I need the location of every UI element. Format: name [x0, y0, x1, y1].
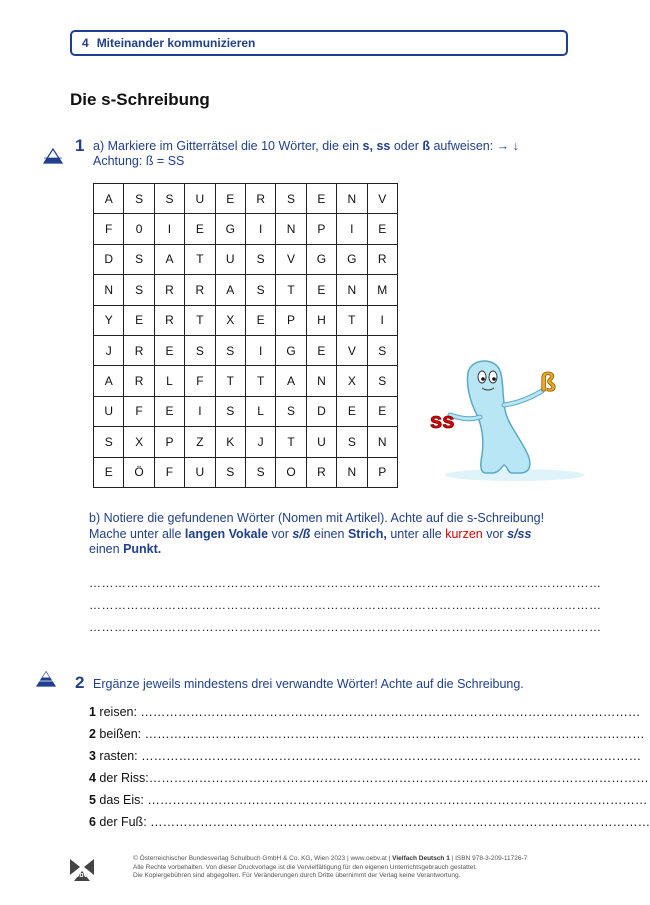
grid-cell[interactable]: J	[94, 335, 124, 365]
grid-cell[interactable]: P	[367, 457, 397, 487]
grid-cell[interactable]: V	[337, 335, 367, 365]
grid-cell[interactable]: E	[94, 457, 124, 487]
grid-cell[interactable]: N	[337, 184, 367, 214]
grid-cell[interactable]: E	[306, 184, 336, 214]
item-number: 1	[89, 705, 96, 719]
grid-cell[interactable]: E	[306, 275, 336, 305]
grid-cell[interactable]: G	[306, 244, 336, 274]
grid-cell[interactable]: F	[185, 366, 215, 396]
item-number: 4	[89, 771, 96, 785]
grid-cell[interactable]: S	[154, 184, 184, 214]
grid-cell[interactable]: E	[215, 184, 245, 214]
grid-cell[interactable]: N	[276, 214, 306, 244]
grid-cell[interactable]: E	[154, 335, 184, 365]
page-title: Die s-Schreibung	[70, 90, 210, 109]
task-2-number: 2	[75, 673, 85, 692]
grid-cell[interactable]: S	[367, 366, 397, 396]
grid-cell[interactable]: N	[337, 457, 367, 487]
grid-cell[interactable]: R	[154, 275, 184, 305]
svg-text:öbv: öbv	[75, 872, 88, 879]
task-2-item	[89, 815, 650, 829]
grid-cell[interactable]: X	[124, 427, 154, 457]
grid-cell[interactable]: T	[276, 275, 306, 305]
grid-cell[interactable]: Y	[94, 305, 124, 335]
grid-cell[interactable]: T	[185, 244, 215, 274]
grid-cell[interactable]: S	[245, 457, 275, 487]
grid-cell[interactable]: N	[94, 275, 124, 305]
grid-cell[interactable]: S	[215, 457, 245, 487]
grid-cell[interactable]: U	[94, 396, 124, 426]
grid-cell[interactable]: E	[367, 214, 397, 244]
grid-cell[interactable]: U	[185, 457, 215, 487]
grid-cell[interactable]: G	[276, 335, 306, 365]
item-word: das Eis:	[95, 793, 148, 807]
grid-cell[interactable]: U	[215, 244, 245, 274]
grid-cell[interactable]: P	[276, 305, 306, 335]
item-word: beißen:	[95, 727, 145, 741]
grid-cell[interactable]: G	[215, 214, 245, 244]
grid-cell[interactable]: I	[337, 214, 367, 244]
item-number: 3	[89, 749, 96, 763]
grid-row	[94, 366, 398, 396]
answer-line-3[interactable]: ……………………………………………………………………………………………………………	[89, 620, 602, 634]
grid-cell[interactable]: O	[276, 457, 306, 487]
task-2-item	[89, 793, 648, 807]
grid-cell[interactable]: R	[306, 457, 336, 487]
grid-cell[interactable]: T	[337, 305, 367, 335]
grid-cell[interactable]: S	[124, 184, 154, 214]
grid-cell[interactable]: T	[245, 366, 275, 396]
difficulty-level-icon	[36, 671, 56, 687]
grid-cell[interactable]: M	[367, 275, 397, 305]
grid-cell[interactable]: S	[185, 335, 215, 365]
grid-row	[94, 457, 398, 487]
grid-cell[interactable]: S	[215, 396, 245, 426]
grid-cell[interactable]: L	[245, 396, 275, 426]
grid-cell[interactable]: N	[306, 366, 336, 396]
grid-cell[interactable]: S	[124, 275, 154, 305]
grid-cell[interactable]: I	[154, 214, 184, 244]
grid-cell[interactable]: E	[185, 214, 215, 244]
grid-cell[interactable]: F	[124, 396, 154, 426]
sz-label: ß	[540, 367, 556, 397]
answer-line-2[interactable]: ……………………………………………………………………………………………………………	[89, 598, 602, 612]
answer-line[interactable]: …………………………………………………………………………………………………………	[140, 705, 641, 719]
task-2-instruction: Ergänze jeweils mindestens drei verwandte Wörter! Achte auf die Schreibung.	[93, 677, 524, 691]
copyright-footer: © Österreichischer Bundesverlag Schulbuch GmbH & Co. KG, Wien 2023 | www.oebv.at | Vielfach Deutsch 1 | ISBN 978-3-209-11726-7 Alle Rechte vorbehalten. Von dieser Druckvorlage ist die Vervielfältigung für den eigenen Unterrichtsgebrauch gestattet. Die Kopiergebühren sind abgegolten. Für Veränderungen durch Dritte übernimmt der Verlag keine Verantwortung.	[133, 855, 528, 879]
grid-cell[interactable]: V	[367, 184, 397, 214]
grid-cell[interactable]: T	[276, 427, 306, 457]
item-word: der Riss:	[95, 771, 149, 785]
chapter-number: 4	[82, 36, 89, 50]
item-word: der Fuß:	[95, 815, 151, 829]
task-2-item	[89, 771, 649, 785]
grid-cell[interactable]: E	[306, 335, 336, 365]
grid-cell[interactable]: N	[337, 275, 367, 305]
grid-cell[interactable]: A	[154, 244, 184, 274]
grid-row	[94, 184, 398, 214]
answer-line[interactable]: …………………………………………………………………………………………………………	[150, 815, 650, 829]
grid-cell[interactable]: R	[124, 366, 154, 396]
grid-cell[interactable]: K	[215, 427, 245, 457]
task-2-item	[89, 705, 641, 719]
grid-cell[interactable]: I	[185, 396, 215, 426]
grid-cell[interactable]: E	[245, 305, 275, 335]
grid-cell[interactable]: D	[94, 244, 124, 274]
grid-row	[94, 244, 398, 274]
item-number: 6	[89, 815, 96, 829]
grid-row	[94, 396, 398, 426]
grid-cell[interactable]: J	[245, 427, 275, 457]
grid-cell[interactable]: S	[215, 335, 245, 365]
grid-cell[interactable]: R	[154, 305, 184, 335]
item-number: 5	[89, 793, 96, 807]
grid-cell[interactable]: A	[215, 275, 245, 305]
chapter-header	[70, 30, 568, 56]
grid-cell[interactable]: F	[94, 214, 124, 244]
grid-cell[interactable]: A	[276, 366, 306, 396]
grid-cell[interactable]: E	[124, 305, 154, 335]
achtung-note: Achtung: ß = SS	[93, 154, 185, 168]
grid-cell[interactable]: V	[276, 244, 306, 274]
grid-cell[interactable]: T	[185, 305, 215, 335]
grid-cell[interactable]: X	[215, 305, 245, 335]
grid-row	[94, 427, 398, 457]
grid-cell[interactable]: S	[94, 427, 124, 457]
grid-cell[interactable]: S	[276, 396, 306, 426]
grid-row	[94, 335, 398, 365]
grid-cell[interactable]: E	[154, 396, 184, 426]
grid-cell[interactable]: L	[154, 366, 184, 396]
chapter-title: Miteinander kommunizieren	[96, 36, 256, 50]
grid-cell[interactable]: R	[185, 275, 215, 305]
answer-line[interactable]: …………………………………………………………………………………………………………	[144, 727, 645, 741]
grid-cell[interactable]: Z	[185, 427, 215, 457]
answer-line[interactable]: …………………………………………………………………………………………………………	[147, 793, 648, 807]
answer-line-1[interactable]: ……………………………………………………………………………………………………………	[89, 576, 602, 590]
grid-cell[interactable]: D	[306, 396, 336, 426]
grid-row	[94, 305, 398, 335]
grid-cell[interactable]: G	[337, 244, 367, 274]
grid-cell[interactable]: S	[245, 275, 275, 305]
grid-cell[interactable]: I	[367, 305, 397, 335]
grid-cell[interactable]: A	[94, 184, 124, 214]
grid-cell[interactable]: U	[306, 427, 336, 457]
grid-cell[interactable]: A	[94, 366, 124, 396]
grid-cell[interactable]: P	[154, 427, 184, 457]
grid-cell[interactable]: I	[245, 214, 275, 244]
grid-row	[94, 275, 398, 305]
grid-cell[interactable]: I	[245, 335, 275, 365]
grid-cell[interactable]: S	[367, 335, 397, 365]
ghost-mascot-illustration	[420, 355, 590, 485]
grid-row	[94, 214, 398, 244]
task-2-item	[89, 727, 645, 741]
grid-cell[interactable]: R	[245, 184, 275, 214]
ss-label: ss	[430, 408, 455, 433]
grid-cell[interactable]: P	[306, 214, 336, 244]
task-1b-instruction: b) Notiere die gefundenen Wörter (Nomen mit Artikel). Achte auf die s-Schreibung! Mache unter alle langen Vokale vor s/ß einen Strich, unter alle kurzen vor s/ss einen Punkt.	[89, 511, 545, 556]
grid-cell[interactable]: E	[337, 396, 367, 426]
answer-line[interactable]: …………………………………………………………………………………………………………	[141, 749, 642, 763]
grid-cell[interactable]: R	[367, 244, 397, 274]
grid-cell[interactable]: E	[367, 396, 397, 426]
difficulty-level-icon	[43, 148, 63, 164]
grid-cell[interactable]: S	[276, 184, 306, 214]
word-search-grid[interactable]	[93, 183, 398, 488]
grid-cell[interactable]: S	[245, 244, 275, 274]
item-word: rasten:	[95, 749, 142, 763]
grid-cell[interactable]: F	[154, 457, 184, 487]
grid-cell[interactable]: S	[124, 244, 154, 274]
grid-cell[interactable]: H	[306, 305, 336, 335]
grid-cell[interactable]: S	[337, 427, 367, 457]
grid-cell[interactable]: N	[367, 427, 397, 457]
item-number: 2	[89, 727, 96, 741]
oebv-logo	[66, 855, 98, 885]
grid-cell[interactable]: U	[185, 184, 215, 214]
item-word: reisen:	[95, 705, 141, 719]
grid-cell[interactable]: R	[124, 335, 154, 365]
task-1a-instruction: a) Markiere im Gitterrätsel die 10 Wörter, die ein s, ss oder ß aufweisen: → ↓ Achtung: ß = SS	[93, 139, 519, 168]
grid-cell[interactable]: X	[337, 366, 367, 396]
grid-cell[interactable]: 0	[124, 214, 154, 244]
task-2-item	[89, 749, 642, 763]
grid-cell[interactable]: Ö	[124, 457, 154, 487]
grid-cell[interactable]: T	[215, 366, 245, 396]
task-1-number: 1	[75, 136, 85, 155]
answer-line[interactable]: …………………………………………………………………………………………………………	[148, 771, 649, 785]
